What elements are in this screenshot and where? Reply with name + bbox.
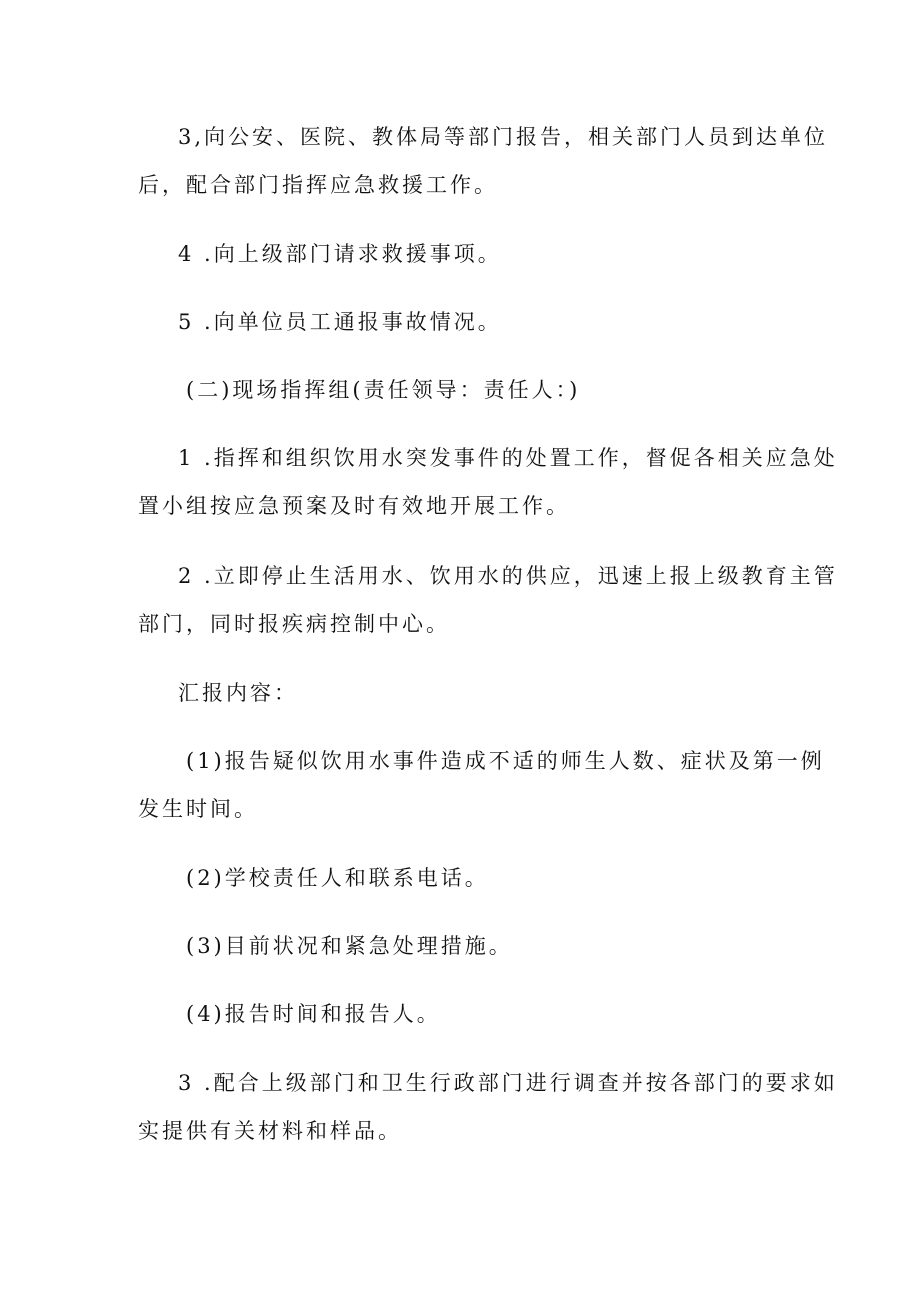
paragraph-s2-2-line-1: 2 .立即停止生活用水、饮用水的供应，迅速上报上级教育主管 — [178, 564, 838, 588]
section-heading-field-command: (二)现场指挥组(责任领导：责任人：) — [186, 378, 581, 402]
report-item-1-line-1: (1)报告疑似饮用水事件造成不适的师生人数、症状及第一例 — [186, 749, 825, 773]
paragraph-3-line-2: 后，配合部门指挥应急救援工作。 — [138, 173, 498, 197]
paragraph-5: 5 .向单位员工通报事故情况。 — [178, 310, 502, 334]
paragraph-4: 4 .向上级部门请求救援事项。 — [178, 242, 502, 266]
paragraph-s2-3-line-1: 3 .配合上级部门和卫生行政部门进行调查并按各部门的要求如 — [178, 1071, 838, 1095]
paragraph-3-line-1: 3,向公安、医院、教体局等部门报告，相关部门人员到达单位 — [178, 125, 829, 149]
paragraph-s2-1-line-1: 1 .指挥和组织饮用水突发事件的处置工作，督促各相关应急处 — [178, 446, 838, 470]
report-item-3: (3)目前状况和紧急处理措施。 — [186, 934, 513, 958]
report-content-heading: 汇报内容： — [178, 681, 298, 705]
paragraph-s2-2-line-2: 部门，同时报疾病控制中心。 — [138, 612, 450, 636]
report-item-4: (4)报告时间和报告人。 — [186, 1002, 441, 1026]
report-item-1-line-2: 发生时间。 — [138, 797, 258, 821]
paragraph-s2-1-line-2: 置小组按应急预案及时有效地开展工作。 — [138, 494, 570, 518]
report-item-2: (2)学校责任人和联系电话。 — [186, 866, 489, 890]
paragraph-s2-3-line-2: 实提供有关材料和样品。 — [138, 1119, 402, 1143]
